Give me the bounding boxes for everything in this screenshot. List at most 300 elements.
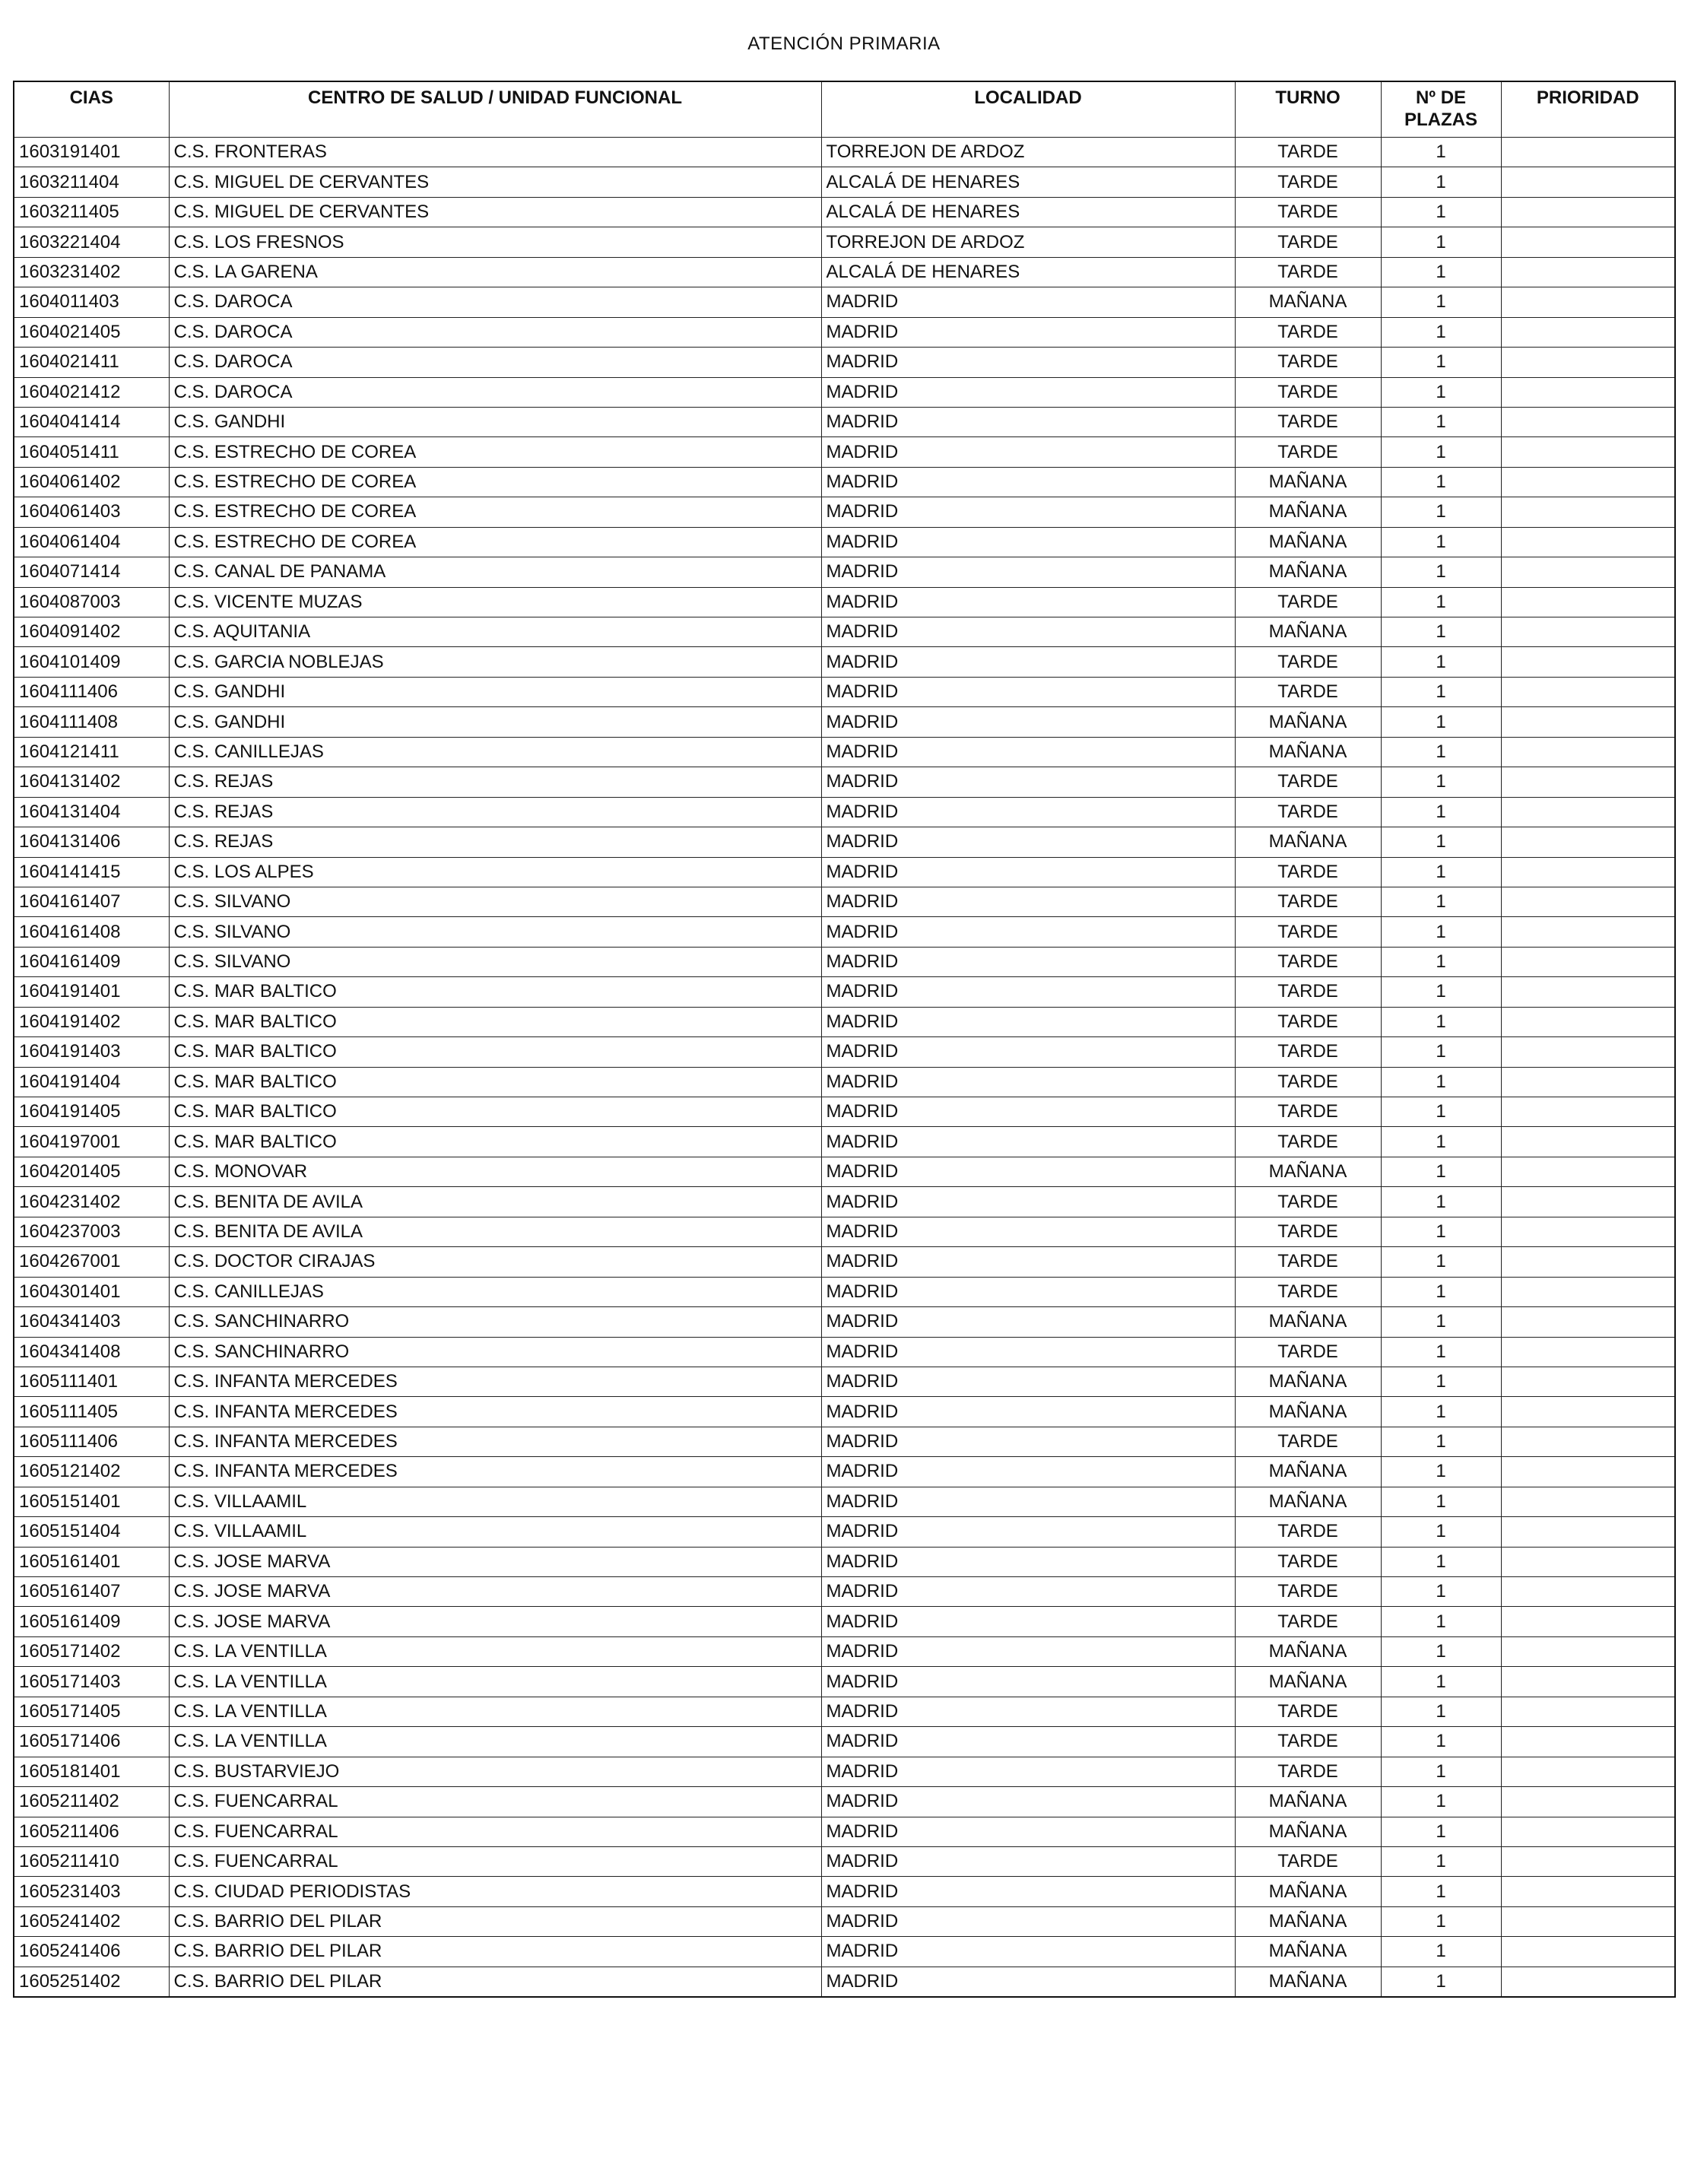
- cell-centro: C.S. LA VENTILLA: [169, 1636, 821, 1666]
- cell-cias: 1604191402: [14, 1007, 169, 1036]
- cell-turno: MAÑANA: [1235, 1397, 1381, 1427]
- cell-localidad: MADRID: [821, 1487, 1235, 1516]
- cell-prioridad: [1501, 348, 1675, 377]
- cell-cias: 1604011403: [14, 287, 169, 317]
- cell-prioridad: [1501, 317, 1675, 347]
- cell-cias: 1604111406: [14, 677, 169, 706]
- cell-localidad: MADRID: [821, 797, 1235, 827]
- cell-turno: TARDE: [1235, 227, 1381, 257]
- cell-centro: C.S. LA GARENA: [169, 257, 821, 287]
- cell-cias: 1605111401: [14, 1367, 169, 1396]
- cell-turno: MAÑANA: [1235, 1906, 1381, 1936]
- cell-centro: C.S. LA VENTILLA: [169, 1697, 821, 1726]
- cell-centro: C.S. ESTRECHO DE COREA: [169, 527, 821, 557]
- cell-localidad: MADRID: [821, 1547, 1235, 1576]
- cell-localidad: MADRID: [821, 1247, 1235, 1277]
- table-row: [14, 1217, 1675, 1246]
- cell-cias: 1605111405: [14, 1397, 169, 1427]
- cell-localidad: MADRID: [821, 1577, 1235, 1607]
- cell-centro: C.S. FUENCARRAL: [169, 1846, 821, 1876]
- cell-prioridad: [1501, 707, 1675, 737]
- cell-prioridad: [1501, 1607, 1675, 1636]
- cell-centro: C.S. DAROCA: [169, 377, 821, 407]
- cell-centro: C.S. INFANTA MERCEDES: [169, 1457, 821, 1487]
- cell-prioridad: [1501, 617, 1675, 647]
- table-body: [14, 138, 1675, 1998]
- cell-prioridad: [1501, 1367, 1675, 1396]
- cell-plazas: 1: [1381, 1427, 1501, 1456]
- cell-prioridad: [1501, 1967, 1675, 1997]
- cell-turno: TARDE: [1235, 1547, 1381, 1576]
- cell-centro: C.S. DAROCA: [169, 287, 821, 317]
- cell-centro: C.S. REJAS: [169, 767, 821, 797]
- cell-cias: 1604197001: [14, 1127, 169, 1157]
- cell-prioridad: [1501, 497, 1675, 527]
- cell-turno: TARDE: [1235, 587, 1381, 617]
- cell-prioridad: [1501, 1846, 1675, 1876]
- cell-localidad: MADRID: [821, 1157, 1235, 1186]
- table-row: [14, 227, 1675, 257]
- cell-localidad: MADRID: [821, 467, 1235, 497]
- cell-prioridad: [1501, 1217, 1675, 1246]
- table-row: [14, 1367, 1675, 1396]
- cell-cias: 1605211410: [14, 1846, 169, 1876]
- cell-prioridad: [1501, 917, 1675, 947]
- cell-localidad: MADRID: [821, 1127, 1235, 1157]
- cell-cias: 1604191405: [14, 1097, 169, 1127]
- table-row: [14, 1187, 1675, 1217]
- cell-prioridad: [1501, 1727, 1675, 1757]
- cell-localidad: MADRID: [821, 1337, 1235, 1367]
- cell-turno: MAÑANA: [1235, 557, 1381, 587]
- cell-cias: 1604341408: [14, 1337, 169, 1367]
- table-row: [14, 1337, 1675, 1367]
- cell-plazas: 1: [1381, 1337, 1501, 1367]
- cell-centro: C.S. LOS FRESNOS: [169, 227, 821, 257]
- table-row: [14, 1727, 1675, 1757]
- cell-turno: TARDE: [1235, 1277, 1381, 1306]
- cell-centro: C.S. MIGUEL DE CERVANTES: [169, 167, 821, 197]
- cell-turno: MAÑANA: [1235, 287, 1381, 317]
- cell-turno: MAÑANA: [1235, 467, 1381, 497]
- cell-localidad: MADRID: [821, 1937, 1235, 1967]
- cell-localidad: TORREJON DE ARDOZ: [821, 138, 1235, 167]
- cell-plazas: 1: [1381, 527, 1501, 557]
- cell-centro: C.S. INFANTA MERCEDES: [169, 1367, 821, 1396]
- cell-centro: C.S. CANILLEJAS: [169, 737, 821, 767]
- cell-turno: TARDE: [1235, 1097, 1381, 1127]
- cell-localidad: MADRID: [821, 1187, 1235, 1217]
- table-row: [14, 1547, 1675, 1576]
- cell-plazas: 1: [1381, 617, 1501, 647]
- header-turno: TURNO: [1235, 81, 1381, 138]
- table-row: [14, 647, 1675, 677]
- cell-prioridad: [1501, 1097, 1675, 1127]
- table-row: [14, 827, 1675, 857]
- cell-prioridad: [1501, 827, 1675, 857]
- table-row: [14, 767, 1675, 797]
- cell-plazas: 1: [1381, 1607, 1501, 1636]
- cell-plazas: 1: [1381, 377, 1501, 407]
- table-row: [14, 677, 1675, 706]
- table-row: [14, 1636, 1675, 1666]
- cell-cias: 1603191401: [14, 138, 169, 167]
- table-row: [14, 138, 1675, 167]
- cell-localidad: MADRID: [821, 1846, 1235, 1876]
- cell-localidad: MADRID: [821, 1877, 1235, 1906]
- cell-prioridad: [1501, 1007, 1675, 1036]
- table-row: [14, 257, 1675, 287]
- cell-localidad: MADRID: [821, 1667, 1235, 1697]
- cell-plazas: 1: [1381, 857, 1501, 887]
- cell-plazas: 1: [1381, 1397, 1501, 1427]
- cell-prioridad: [1501, 287, 1675, 317]
- cell-prioridad: [1501, 407, 1675, 436]
- cell-plazas: 1: [1381, 647, 1501, 677]
- table-row: [14, 1787, 1675, 1817]
- cell-localidad: MADRID: [821, 1427, 1235, 1456]
- cell-prioridad: [1501, 857, 1675, 887]
- cell-plazas: 1: [1381, 1636, 1501, 1666]
- cell-localidad: MADRID: [821, 1397, 1235, 1427]
- cell-localidad: MADRID: [821, 1697, 1235, 1726]
- cell-plazas: 1: [1381, 1757, 1501, 1786]
- table-row: [14, 1817, 1675, 1846]
- cell-cias: 1604041414: [14, 407, 169, 436]
- cell-localidad: MADRID: [821, 887, 1235, 916]
- cell-turno: MAÑANA: [1235, 1157, 1381, 1186]
- cell-turno: TARDE: [1235, 647, 1381, 677]
- table-row: [14, 1127, 1675, 1157]
- cell-prioridad: [1501, 1547, 1675, 1576]
- cell-cias: 1604191401: [14, 977, 169, 1007]
- cell-prioridad: [1501, 887, 1675, 916]
- cell-cias: 1603231402: [14, 257, 169, 287]
- cell-turno: MAÑANA: [1235, 497, 1381, 527]
- cell-turno: TARDE: [1235, 197, 1381, 227]
- cell-centro: C.S. GANDHI: [169, 677, 821, 706]
- cell-cias: 1604201405: [14, 1157, 169, 1186]
- cell-turno: TARDE: [1235, 1067, 1381, 1097]
- cell-prioridad: [1501, 227, 1675, 257]
- cell-localidad: MADRID: [821, 677, 1235, 706]
- cell-plazas: 1: [1381, 407, 1501, 436]
- cell-plazas: 1: [1381, 827, 1501, 857]
- cell-cias: 1605251402: [14, 1967, 169, 1997]
- cell-centro: C.S. MAR BALTICO: [169, 1067, 821, 1097]
- cell-turno: MAÑANA: [1235, 1487, 1381, 1516]
- cell-localidad: MADRID: [821, 857, 1235, 887]
- cell-cias: 1604111408: [14, 707, 169, 737]
- table-row: [14, 1487, 1675, 1516]
- table-row: [14, 1967, 1675, 1997]
- cell-cias: 1604061402: [14, 467, 169, 497]
- cell-plazas: 1: [1381, 437, 1501, 467]
- cell-localidad: MADRID: [821, 1636, 1235, 1666]
- table-header-row: [14, 81, 1675, 138]
- cell-centro: C.S. INFANTA MERCEDES: [169, 1397, 821, 1427]
- cell-centro: C.S. LOS ALPES: [169, 857, 821, 887]
- cell-cias: 1604191403: [14, 1037, 169, 1067]
- table-row: [14, 437, 1675, 467]
- cell-turno: TARDE: [1235, 1007, 1381, 1036]
- cell-prioridad: [1501, 797, 1675, 827]
- cell-cias: 1604071414: [14, 557, 169, 587]
- cell-prioridad: [1501, 767, 1675, 797]
- cell-centro: C.S. BARRIO DEL PILAR: [169, 1937, 821, 1967]
- cell-localidad: MADRID: [821, 647, 1235, 677]
- cell-plazas: 1: [1381, 1906, 1501, 1936]
- cell-localidad: MADRID: [821, 1457, 1235, 1487]
- cell-prioridad: [1501, 557, 1675, 587]
- cell-turno: TARDE: [1235, 1427, 1381, 1456]
- cell-plazas: 1: [1381, 1217, 1501, 1246]
- table-row: [14, 377, 1675, 407]
- cell-turno: MAÑANA: [1235, 1367, 1381, 1396]
- cell-cias: 1603211404: [14, 167, 169, 197]
- table-row: [14, 1097, 1675, 1127]
- cell-cias: 1604121411: [14, 737, 169, 767]
- cell-localidad: MADRID: [821, 437, 1235, 467]
- cell-cias: 1604021412: [14, 377, 169, 407]
- header-plazas-line1: Nº DE: [1415, 87, 1467, 108]
- cell-localidad: MADRID: [821, 1787, 1235, 1817]
- cell-prioridad: [1501, 737, 1675, 767]
- cell-plazas: 1: [1381, 467, 1501, 497]
- cell-localidad: ALCALÁ DE HENARES: [821, 257, 1235, 287]
- table-row: [14, 1937, 1675, 1967]
- cell-centro: C.S. LA VENTILLA: [169, 1667, 821, 1697]
- cell-prioridad: [1501, 1457, 1675, 1487]
- cell-cias: 1605161401: [14, 1547, 169, 1576]
- cell-cias: 1605181401: [14, 1757, 169, 1786]
- cell-turno: TARDE: [1235, 1607, 1381, 1636]
- cell-turno: TARDE: [1235, 917, 1381, 947]
- cell-plazas: 1: [1381, 737, 1501, 767]
- cell-localidad: MADRID: [821, 317, 1235, 347]
- cell-cias: 1605211402: [14, 1787, 169, 1817]
- cell-prioridad: [1501, 1277, 1675, 1306]
- cell-turno: TARDE: [1235, 677, 1381, 706]
- cell-plazas: 1: [1381, 1127, 1501, 1157]
- table-row: [14, 197, 1675, 227]
- cell-plazas: 1: [1381, 1367, 1501, 1396]
- cell-plazas: 1: [1381, 887, 1501, 916]
- cell-localidad: MADRID: [821, 1367, 1235, 1396]
- cell-cias: 1604341403: [14, 1307, 169, 1337]
- cell-centro: C.S. MAR BALTICO: [169, 1007, 821, 1036]
- table-row: [14, 287, 1675, 317]
- table-row: [14, 407, 1675, 436]
- cell-prioridad: [1501, 1577, 1675, 1607]
- cell-prioridad: [1501, 1937, 1675, 1967]
- table-row: [14, 167, 1675, 197]
- cell-cias: 1604141415: [14, 857, 169, 887]
- cell-turno: MAÑANA: [1235, 1636, 1381, 1666]
- table-row: [14, 737, 1675, 767]
- cell-cias: 1605121402: [14, 1457, 169, 1487]
- table-row: [14, 587, 1675, 617]
- cell-prioridad: [1501, 257, 1675, 287]
- cell-turno: MAÑANA: [1235, 1967, 1381, 1997]
- cell-centro: C.S. FRONTERAS: [169, 138, 821, 167]
- cell-localidad: MADRID: [821, 737, 1235, 767]
- cell-turno: MAÑANA: [1235, 707, 1381, 737]
- cell-cias: 1605211406: [14, 1817, 169, 1846]
- cell-prioridad: [1501, 587, 1675, 617]
- cell-cias: 1605231403: [14, 1877, 169, 1906]
- cell-centro: C.S. CANAL DE PANAMA: [169, 557, 821, 587]
- cell-prioridad: [1501, 1127, 1675, 1157]
- cell-centro: C.S. MIGUEL DE CERVANTES: [169, 197, 821, 227]
- cell-cias: 1604021405: [14, 317, 169, 347]
- cell-plazas: 1: [1381, 1307, 1501, 1337]
- table-row: [14, 1427, 1675, 1456]
- table-row: [14, 497, 1675, 527]
- cell-plazas: 1: [1381, 257, 1501, 287]
- cell-turno: MAÑANA: [1235, 1667, 1381, 1697]
- cell-turno: MAÑANA: [1235, 827, 1381, 857]
- cell-turno: MAÑANA: [1235, 737, 1381, 767]
- cell-localidad: MADRID: [821, 767, 1235, 797]
- cell-turno: TARDE: [1235, 1517, 1381, 1547]
- cell-prioridad: [1501, 947, 1675, 976]
- cell-centro: C.S. SILVANO: [169, 917, 821, 947]
- cell-plazas: 1: [1381, 1787, 1501, 1817]
- cell-localidad: MADRID: [821, 1307, 1235, 1337]
- cell-plazas: 1: [1381, 767, 1501, 797]
- cell-cias: 1604161408: [14, 917, 169, 947]
- cell-cias: 1605111406: [14, 1427, 169, 1456]
- table-row: [14, 1757, 1675, 1786]
- cell-cias: 1604101409: [14, 647, 169, 677]
- cell-localidad: MADRID: [821, 1817, 1235, 1846]
- cell-centro: C.S. VILLAAMIL: [169, 1517, 821, 1547]
- cell-plazas: 1: [1381, 1577, 1501, 1607]
- cell-centro: C.S. AQUITANIA: [169, 617, 821, 647]
- table-row: [14, 467, 1675, 497]
- cell-centro: C.S. VILLAAMIL: [169, 1487, 821, 1516]
- cell-centro: C.S. ESTRECHO DE COREA: [169, 467, 821, 497]
- cell-centro: C.S. MONOVAR: [169, 1157, 821, 1186]
- table-row: [14, 1667, 1675, 1697]
- cell-cias: 1605171402: [14, 1636, 169, 1666]
- cell-localidad: MADRID: [821, 947, 1235, 976]
- cell-plazas: 1: [1381, 587, 1501, 617]
- cell-turno: TARDE: [1235, 1757, 1381, 1786]
- cell-centro: C.S. DOCTOR CIRAJAS: [169, 1247, 821, 1277]
- cell-prioridad: [1501, 1667, 1675, 1697]
- cell-centro: C.S. BARRIO DEL PILAR: [169, 1967, 821, 1997]
- cell-plazas: 1: [1381, 1817, 1501, 1846]
- cell-turno: TARDE: [1235, 1697, 1381, 1726]
- cell-prioridad: [1501, 1187, 1675, 1217]
- cell-localidad: ALCALÁ DE HENARES: [821, 197, 1235, 227]
- cell-centro: C.S. DAROCA: [169, 348, 821, 377]
- cell-centro: C.S. INFANTA MERCEDES: [169, 1427, 821, 1456]
- cell-turno: TARDE: [1235, 887, 1381, 916]
- cell-localidad: MADRID: [821, 377, 1235, 407]
- cell-turno: TARDE: [1235, 1846, 1381, 1876]
- cell-cias: 1604131404: [14, 797, 169, 827]
- cell-turno: TARDE: [1235, 947, 1381, 976]
- cell-turno: MAÑANA: [1235, 1937, 1381, 1967]
- page-title: ATENCIÓN PRIMARIA: [747, 33, 941, 54]
- cell-cias: 1605241402: [14, 1906, 169, 1936]
- cell-prioridad: [1501, 1787, 1675, 1817]
- cell-localidad: MADRID: [821, 1607, 1235, 1636]
- cell-localidad: MADRID: [821, 1906, 1235, 1936]
- cell-localidad: MADRID: [821, 1007, 1235, 1036]
- cell-turno: TARDE: [1235, 407, 1381, 436]
- cell-centro: C.S. DAROCA: [169, 317, 821, 347]
- cell-plazas: 1: [1381, 1067, 1501, 1097]
- table-row: [14, 1067, 1675, 1097]
- cell-plazas: 1: [1381, 917, 1501, 947]
- cell-prioridad: [1501, 1636, 1675, 1666]
- cell-cias: 1604131406: [14, 827, 169, 857]
- cell-centro: C.S. REJAS: [169, 827, 821, 857]
- cell-centro: C.S. MAR BALTICO: [169, 977, 821, 1007]
- cell-centro: C.S. JOSE MARVA: [169, 1547, 821, 1576]
- header-plazas-line2: PLAZAS: [1404, 110, 1477, 130]
- cell-plazas: 1: [1381, 677, 1501, 706]
- cell-prioridad: [1501, 437, 1675, 467]
- cell-plazas: 1: [1381, 1937, 1501, 1967]
- cell-cias: 1604237003: [14, 1217, 169, 1246]
- table-row: [14, 1877, 1675, 1906]
- cell-plazas: 1: [1381, 977, 1501, 1007]
- cell-localidad: MADRID: [821, 407, 1235, 436]
- cell-plazas: 1: [1381, 1007, 1501, 1036]
- cell-centro: C.S. MAR BALTICO: [169, 1097, 821, 1127]
- cell-prioridad: [1501, 1037, 1675, 1067]
- header-centro: CENTRO DE SALUD / UNIDAD FUNCIONAL: [169, 81, 821, 138]
- cell-centro: C.S. FUENCARRAL: [169, 1787, 821, 1817]
- cell-prioridad: [1501, 1157, 1675, 1186]
- table-row: [14, 1397, 1675, 1427]
- cell-prioridad: [1501, 677, 1675, 706]
- cell-plazas: 1: [1381, 1487, 1501, 1516]
- cell-centro: C.S. SILVANO: [169, 947, 821, 976]
- cell-turno: MAÑANA: [1235, 1457, 1381, 1487]
- cell-localidad: MADRID: [821, 557, 1235, 587]
- cell-centro: C.S. JOSE MARVA: [169, 1607, 821, 1636]
- cell-prioridad: [1501, 467, 1675, 497]
- cell-localidad: MADRID: [821, 497, 1235, 527]
- table-row: [14, 617, 1675, 647]
- cell-centro: C.S. ESTRECHO DE COREA: [169, 437, 821, 467]
- cell-cias: 1604161407: [14, 887, 169, 916]
- cell-localidad: MADRID: [821, 1217, 1235, 1246]
- table-row: [14, 1517, 1675, 1547]
- cell-turno: TARDE: [1235, 977, 1381, 1007]
- cell-plazas: 1: [1381, 497, 1501, 527]
- table-row: [14, 1577, 1675, 1607]
- cell-centro: C.S. LA VENTILLA: [169, 1727, 821, 1757]
- cell-localidad: MADRID: [821, 617, 1235, 647]
- cell-turno: MAÑANA: [1235, 1307, 1381, 1337]
- cell-plazas: 1: [1381, 1157, 1501, 1186]
- table-row: [14, 1307, 1675, 1337]
- table-row: [14, 527, 1675, 557]
- cell-turno: MAÑANA: [1235, 1787, 1381, 1817]
- cell-cias: 1605151401: [14, 1487, 169, 1516]
- cell-cias: 1603211405: [14, 197, 169, 227]
- cell-cias: 1603221404: [14, 227, 169, 257]
- cell-centro: C.S. CANILLEJAS: [169, 1277, 821, 1306]
- cell-cias: 1605151404: [14, 1517, 169, 1547]
